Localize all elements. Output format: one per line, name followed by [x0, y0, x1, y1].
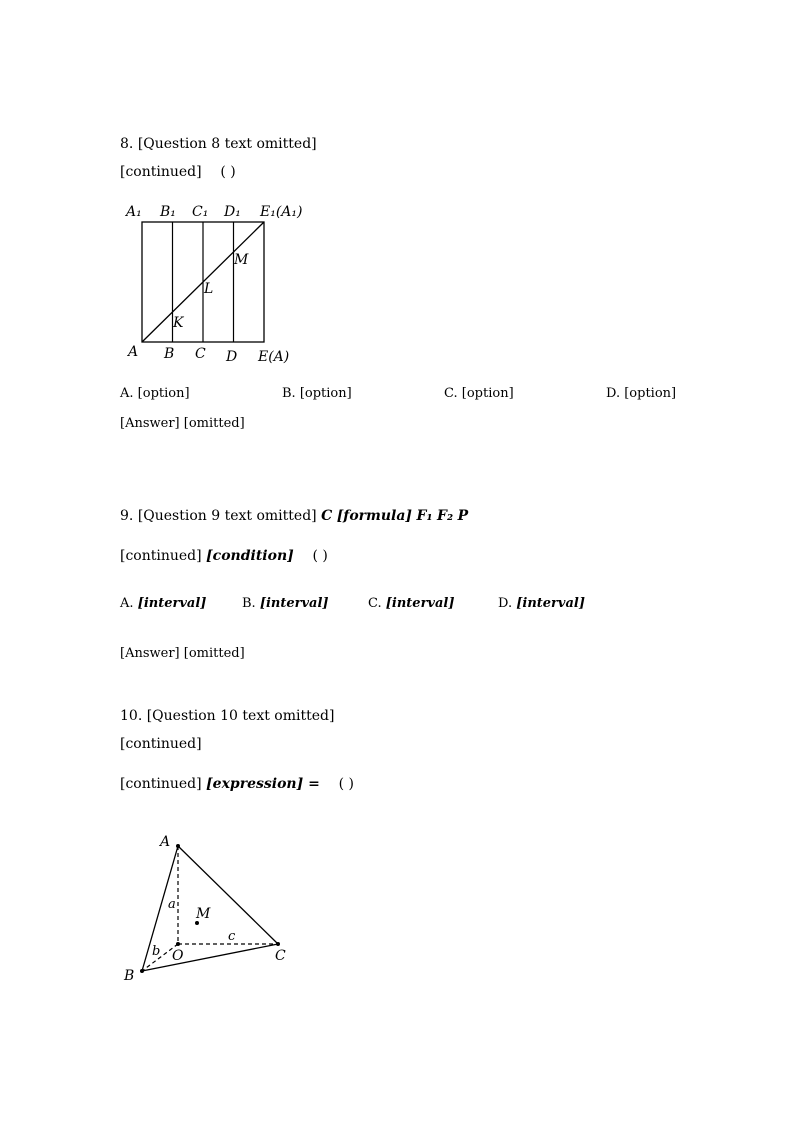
q9-answer-label: [Answer]: [120, 646, 180, 661]
q8-option-b[interactable]: [282, 386, 352, 401]
q9-line-1: [120, 496, 680, 536]
q10-label-o: O: [172, 948, 184, 964]
q8-option-c-value: [option]: [461, 386, 514, 401]
q8-label-bottom-3: C: [195, 346, 206, 362]
q8-option-a[interactable]: [120, 386, 190, 401]
q10-text-placeholder: [Question 10 text omitted]: [146, 708, 335, 724]
q8-label-bottom-2: B: [164, 346, 175, 362]
q8-label-top-5: E₁(A₁): [260, 204, 303, 220]
q10-number: 10.: [120, 708, 143, 724]
q9-option-a-value: [interval]: [137, 596, 207, 611]
q8-unfolded-prism-figure: [118, 196, 318, 372]
q10-edge-bc: [142, 944, 278, 971]
q8-text: [120, 130, 680, 186]
q8-label-top-2: B₁: [160, 204, 176, 220]
q10-label-a: A: [160, 834, 171, 850]
q10-text: [120, 702, 680, 798]
q10-label-edge-c: c: [228, 929, 236, 944]
q10-vertex-o-dot: [176, 942, 180, 946]
q9-line-2: [120, 536, 680, 576]
q9-option-c-letter: C.: [368, 596, 382, 611]
q10-label-c: C: [275, 948, 286, 964]
q10-label-b: B: [124, 968, 135, 984]
q8-label-top-1: A₁: [126, 204, 142, 220]
q9-option-a[interactable]: [120, 596, 206, 611]
q10-vertex-b-dot: [140, 969, 144, 973]
q10-paren: ( ): [338, 776, 354, 792]
q8-option-d[interactable]: [606, 386, 676, 401]
q9-answer: [120, 646, 245, 661]
q9-answer-value: [omitted]: [183, 646, 245, 661]
q8-option-d-letter: D.: [606, 386, 621, 401]
q10-vertex-a-dot: [176, 844, 180, 848]
q9-ellipse-formula: [formula]: [336, 508, 413, 524]
q9-symbol-p: P: [457, 508, 469, 524]
q8-option-c-letter: C.: [444, 386, 458, 401]
q10-tetrahedron-figure: [120, 830, 300, 990]
q8-option-a-value: [option]: [137, 386, 190, 401]
q10-line-1: [120, 702, 680, 730]
q8-number: 8.: [120, 136, 134, 152]
q9-dot-product-condition: [condition]: [206, 548, 294, 564]
q10-vertex-c-dot: [276, 942, 280, 946]
q8-option-d-value: [option]: [624, 386, 677, 401]
q8-answer: [120, 416, 245, 431]
q9-option-d-value: [interval]: [516, 596, 585, 611]
q8-paren: ( ): [220, 164, 236, 180]
q9-options: [120, 584, 680, 632]
q10-line-3: [120, 770, 680, 798]
q8-option-b-value: [option]: [299, 386, 352, 401]
q8-label-point-2: L: [204, 281, 214, 297]
q8-line-1: [120, 130, 680, 158]
q9-symbol-c: C: [321, 508, 333, 524]
q9-option-b[interactable]: [242, 596, 329, 611]
q8-text-placeholder: [Question 8 text omitted]: [137, 136, 317, 152]
q8-label-point-3: M: [234, 252, 249, 268]
q10-ratio-formula: [expression] =: [206, 776, 320, 792]
q8-text-continued: [continued]: [120, 164, 202, 180]
q8-label-bottom-4: D: [226, 349, 238, 365]
q8-option-b-letter: B.: [282, 386, 296, 401]
q9-option-a-letter: A.: [120, 596, 134, 611]
q8-options: [120, 386, 680, 404]
q10-label-m: M: [196, 906, 211, 922]
q9-option-c[interactable]: [368, 596, 455, 611]
q8-label-top-4: D₁: [224, 204, 241, 220]
q9-text-placeholder: [Question 9 text omitted]: [137, 508, 317, 524]
q8-label-bottom-5: E(A): [258, 349, 290, 365]
q8-label-point-1: K: [173, 315, 184, 331]
q9-option-c-value: [interval]: [385, 596, 455, 611]
q10-text-continued-2: [continued]: [120, 776, 202, 792]
q8-answer-label: [Answer]: [120, 416, 180, 431]
q9-paren: ( ): [312, 548, 328, 564]
q10-label-edge-a: a: [168, 897, 176, 912]
q8-line-2: [120, 158, 680, 186]
q9-option-b-value: [interval]: [259, 596, 329, 611]
q8-label-bottom-1: A: [128, 344, 139, 360]
q9-text-continued: [continued]: [120, 548, 202, 564]
q8-option-a-letter: A.: [120, 386, 134, 401]
q10-text-continued-1: [continued]: [120, 736, 202, 752]
q9-symbol-f1: F₁: [416, 508, 433, 524]
q9-option-d[interactable]: [498, 596, 585, 611]
q9-text: [120, 496, 680, 576]
q9-number: 9.: [120, 508, 134, 524]
q8-answer-value: [omitted]: [183, 416, 245, 431]
q10-label-edge-b: b: [152, 944, 161, 959]
q9-option-b-letter: B.: [242, 596, 256, 611]
q9-symbol-f2: F₂: [437, 508, 454, 524]
q8-label-top-3: C₁: [192, 204, 209, 220]
q8-option-c[interactable]: [444, 386, 514, 401]
q10-line-2: [120, 730, 680, 758]
q9-option-d-letter: D.: [498, 596, 513, 611]
